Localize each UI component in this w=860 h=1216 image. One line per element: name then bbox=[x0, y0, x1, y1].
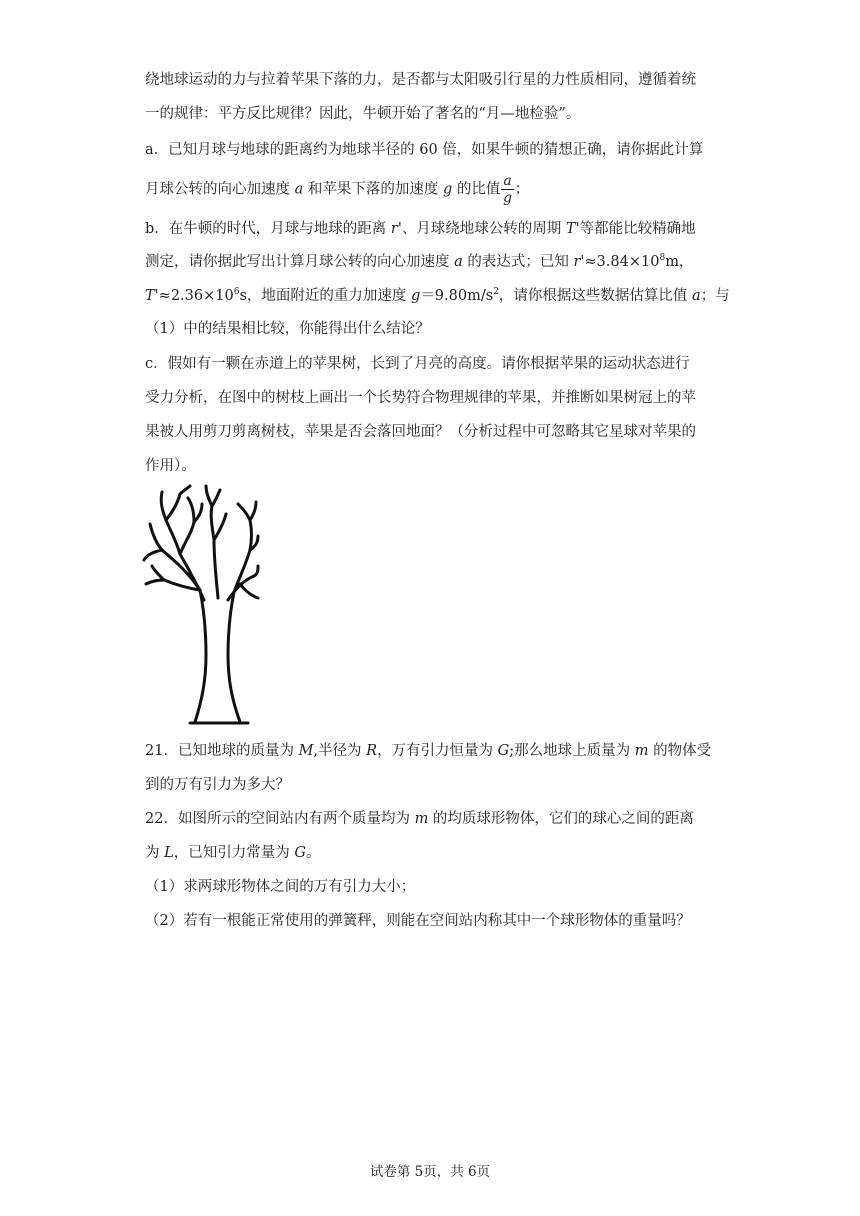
fraction-a-over-g: $\frac{a}{g}$ bbox=[503, 173, 513, 206]
part-a-line2: 月球公转的向心加速度 a 和苹果下落的加速度 g 的比值 $\frac{a}{g}$ ； bbox=[145, 173, 530, 206]
part-a-line: a．已知月球与地球的距离约为地球半径的 60 倍，如果牛顿的猜想正确，请你据此计算 bbox=[145, 142, 704, 158]
problem-21-line2: 到的万有引力为多大？ bbox=[145, 777, 290, 793]
part-c-line: 受力分析，在图中的树枝上画出一个长势符合物理规律的苹果，并推断如果树冠上的苹 bbox=[145, 390, 696, 406]
part-c-line: 果被人用剪刀剪离树枝，苹果是否会落回地面？（分析过程中可忽略其它星球对苹果的 bbox=[145, 424, 696, 440]
page-footer: 试卷第 5页，共 6页 bbox=[369, 1164, 491, 1180]
text-line: 一的规律：平方反比规律？因此，牛顿开始了著名的“月—地检验”。 bbox=[145, 106, 581, 122]
problem-22-line1: 22．如图所示的空间站内有两个质量均为 m 的均质球形物体，它们的球心之间的距离 bbox=[145, 811, 694, 827]
part-c-line: c．假如有一颗在赤道上的苹果树，长到了月亮的高度。请你根据苹果的运动状态进行 bbox=[145, 356, 690, 372]
part-b-line4: （1）中的结果相比较，你能得出什么结论？ bbox=[145, 321, 430, 337]
text-line: 绕地球运动的力与拉着苹果下落的力，是否都与太阳吸引行星的力性质相同，遵循着统 bbox=[145, 72, 696, 88]
part-b-line1: b．在牛顿的时代，月球与地球的距离 r'、月球绕地球公转的周期 T'等都能比较精确地 bbox=[145, 221, 696, 237]
problem-22-q2: （2）若有一根能正常使用的弹簧秤，则能在空间站内称其中一个球形物体的重量吗？ bbox=[145, 913, 691, 929]
apple-tree-figure bbox=[140, 480, 260, 730]
problem-22-line2: 为 L，已知引力常量为 G。 bbox=[145, 845, 321, 861]
part-b-line2: 测定，请你据此写出计算月球公转的向心加速度 a 的表达式；已知 $r'\approx 3.84\times 10^8m$， bbox=[145, 253, 694, 270]
problem-21-line1: 21．已知地球的质量为 M,半径为 R，万有引力恒量为 G;那么地球上质量为 m 的物体受 bbox=[145, 743, 712, 759]
problem-22-q1: （1）求两球形物体之间的万有引力大小； bbox=[145, 879, 416, 895]
part-b-line3: $T'\approx 2.36\times 10^6s$，地面附近的重力加速度 $g=9.80m/s^2$，请你根据这些数据估算比值 a；与 bbox=[145, 287, 730, 304]
part-c-line: 作用）。 bbox=[145, 458, 196, 474]
